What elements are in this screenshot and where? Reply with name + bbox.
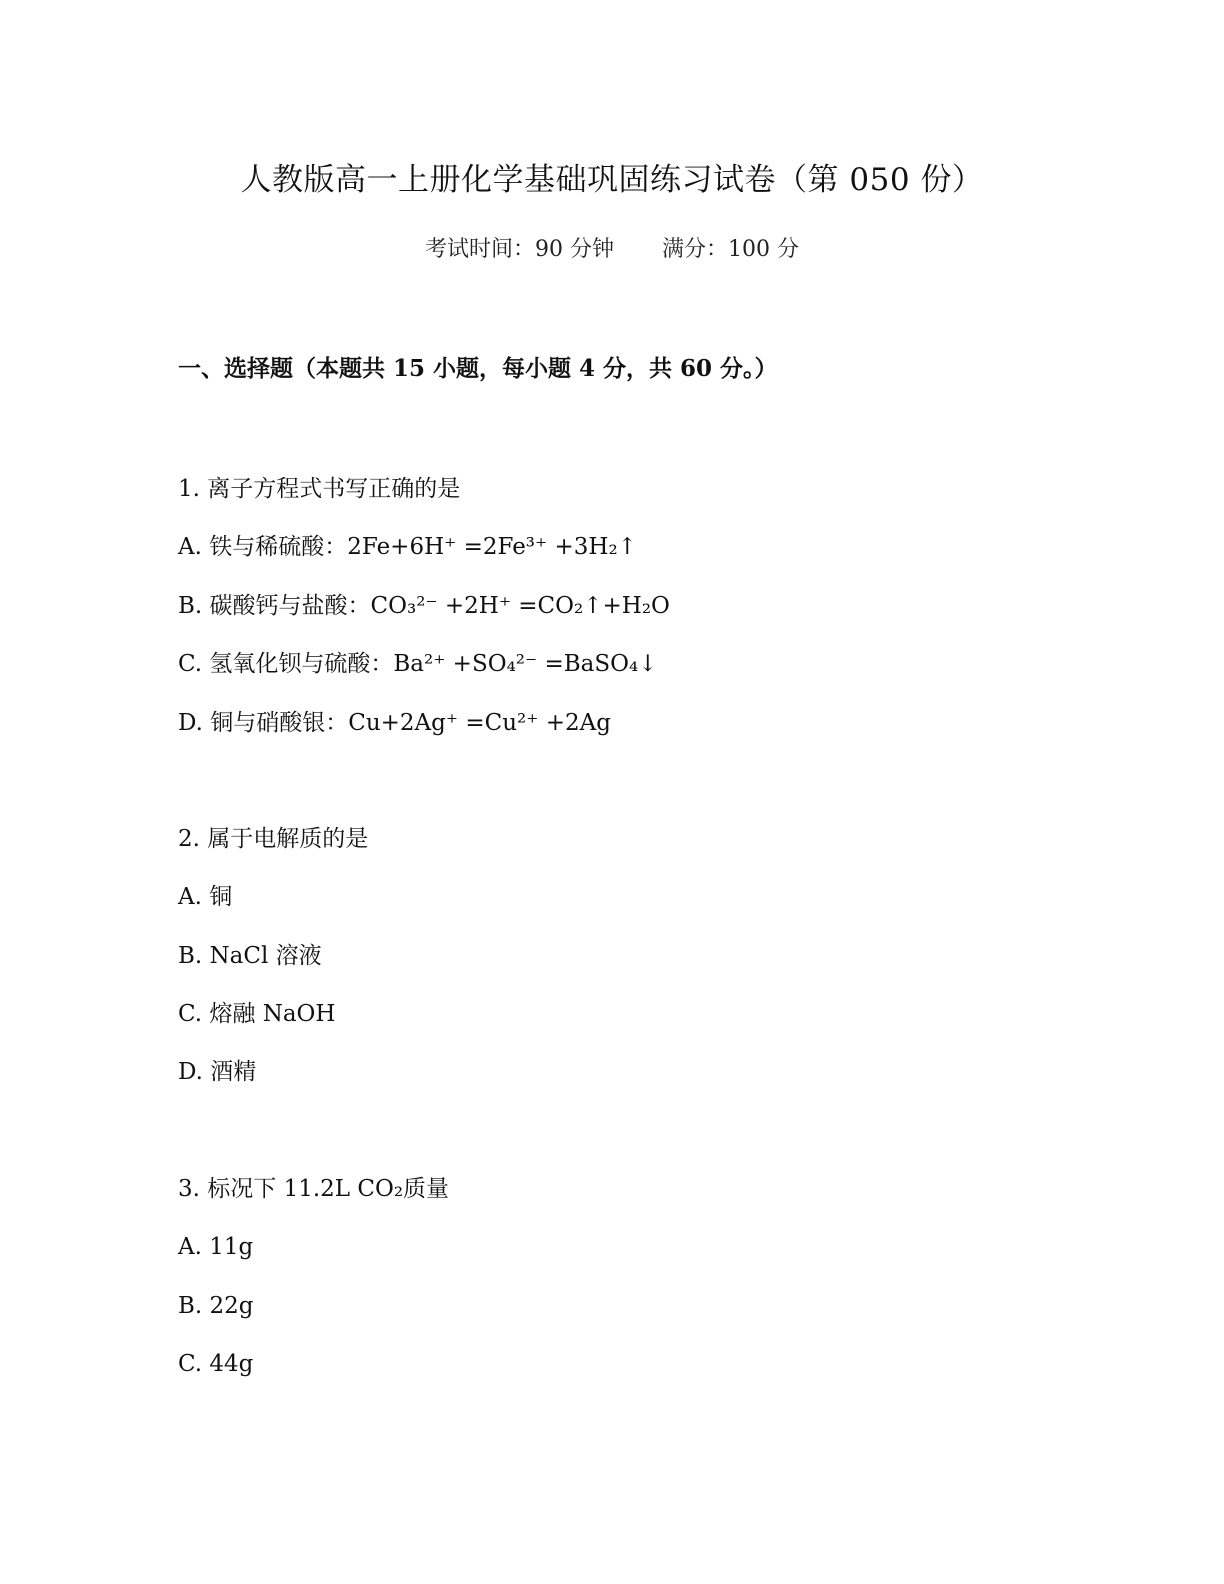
question-stem: 3. 标况下 11.2L CO₂质量 [178, 1176, 450, 1202]
option-b: B. 碳酸钙与盐酸：CO₃²⁻ +2H⁺ =CO₂↑+H₂O [178, 593, 670, 619]
option-a: A. 铁与稀硫酸：2Fe+6H⁺ =2Fe³⁺ +3H₂↑ [178, 534, 637, 560]
question-stem: 1. 离子方程式书写正确的是 [178, 476, 461, 502]
option-d: D. 铜与硝酸银：Cu+2Ag⁺ =Cu²⁺ +2Ag [178, 710, 611, 736]
option-a: A. 铜 [178, 884, 233, 910]
option-a: A. 11g [178, 1234, 254, 1260]
question-stem: 2. 属于电解质的是 [178, 826, 369, 852]
option-c: C. 氢氧化钡与硫酸：Ba²⁺ +SO₄²⁻ =BaSO₄↓ [178, 651, 658, 677]
exam-info [0, 234, 1224, 266]
option-c: C. 44g [178, 1351, 254, 1377]
exam-title: 人教版高一上册化学基础巩固练习试卷（第 050 份） [240, 162, 984, 198]
option-c: C. 熔融 NaOH [178, 1001, 336, 1027]
section-heading: 一、选择题（本题共 15 小题，每小题 4 分，共 60 分。） [178, 355, 778, 382]
option-d: D. 酒精 [178, 1059, 257, 1085]
option-b: B. 22g [178, 1293, 254, 1319]
option-b: B. NaCl 溶液 [178, 943, 322, 969]
exam-score: 满分：100 分 [662, 237, 799, 262]
exam-time: 考试时间：90 分钟 [425, 237, 614, 262]
